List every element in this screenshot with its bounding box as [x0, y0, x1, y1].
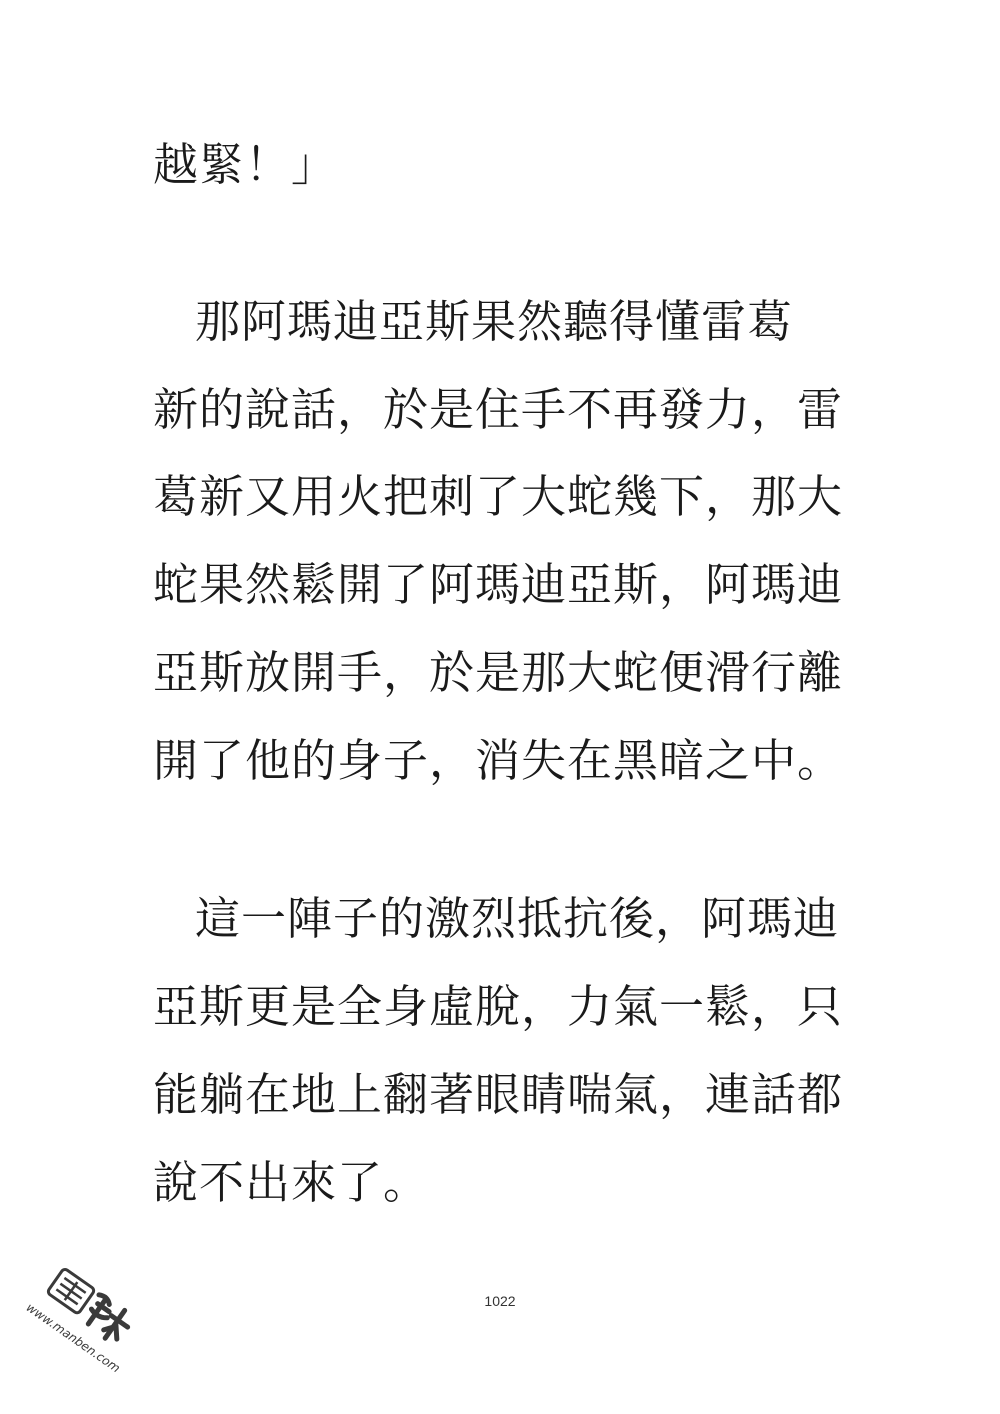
text-line: 新的說話，於是住手不再發力，雷	[153, 383, 844, 436]
text-line: 葛新又用火把刺了大蛇幾下，那大	[153, 470, 844, 523]
text-line: 這一陣子的激烈抵抗後，阿瑪迪	[195, 892, 840, 945]
watermark-url: www.manben.com	[23, 1300, 123, 1376]
page-number: 1022	[484, 1293, 516, 1309]
text-line: 蛇果然鬆開了阿瑪迪亞斯，阿瑪迪	[153, 558, 844, 611]
text-line: 越緊！」	[153, 138, 338, 191]
text-line: 亞斯更是全身虛脫，力氣一鬆，只	[153, 980, 844, 1033]
text-line: 亞斯放開手，於是那大蛇便滑行離	[153, 646, 844, 699]
text-line: 說不出來了。	[153, 1156, 430, 1209]
text-line: 開了他的身子，消失在黑暗之中。	[153, 734, 844, 787]
text-line: 那阿瑪迪亞斯果然聽得懂雷葛	[195, 295, 794, 348]
watermark-logo	[12, 1268, 152, 1398]
text-line: 能躺在地上翻著眼睛喘氣，連話都	[153, 1068, 844, 1121]
